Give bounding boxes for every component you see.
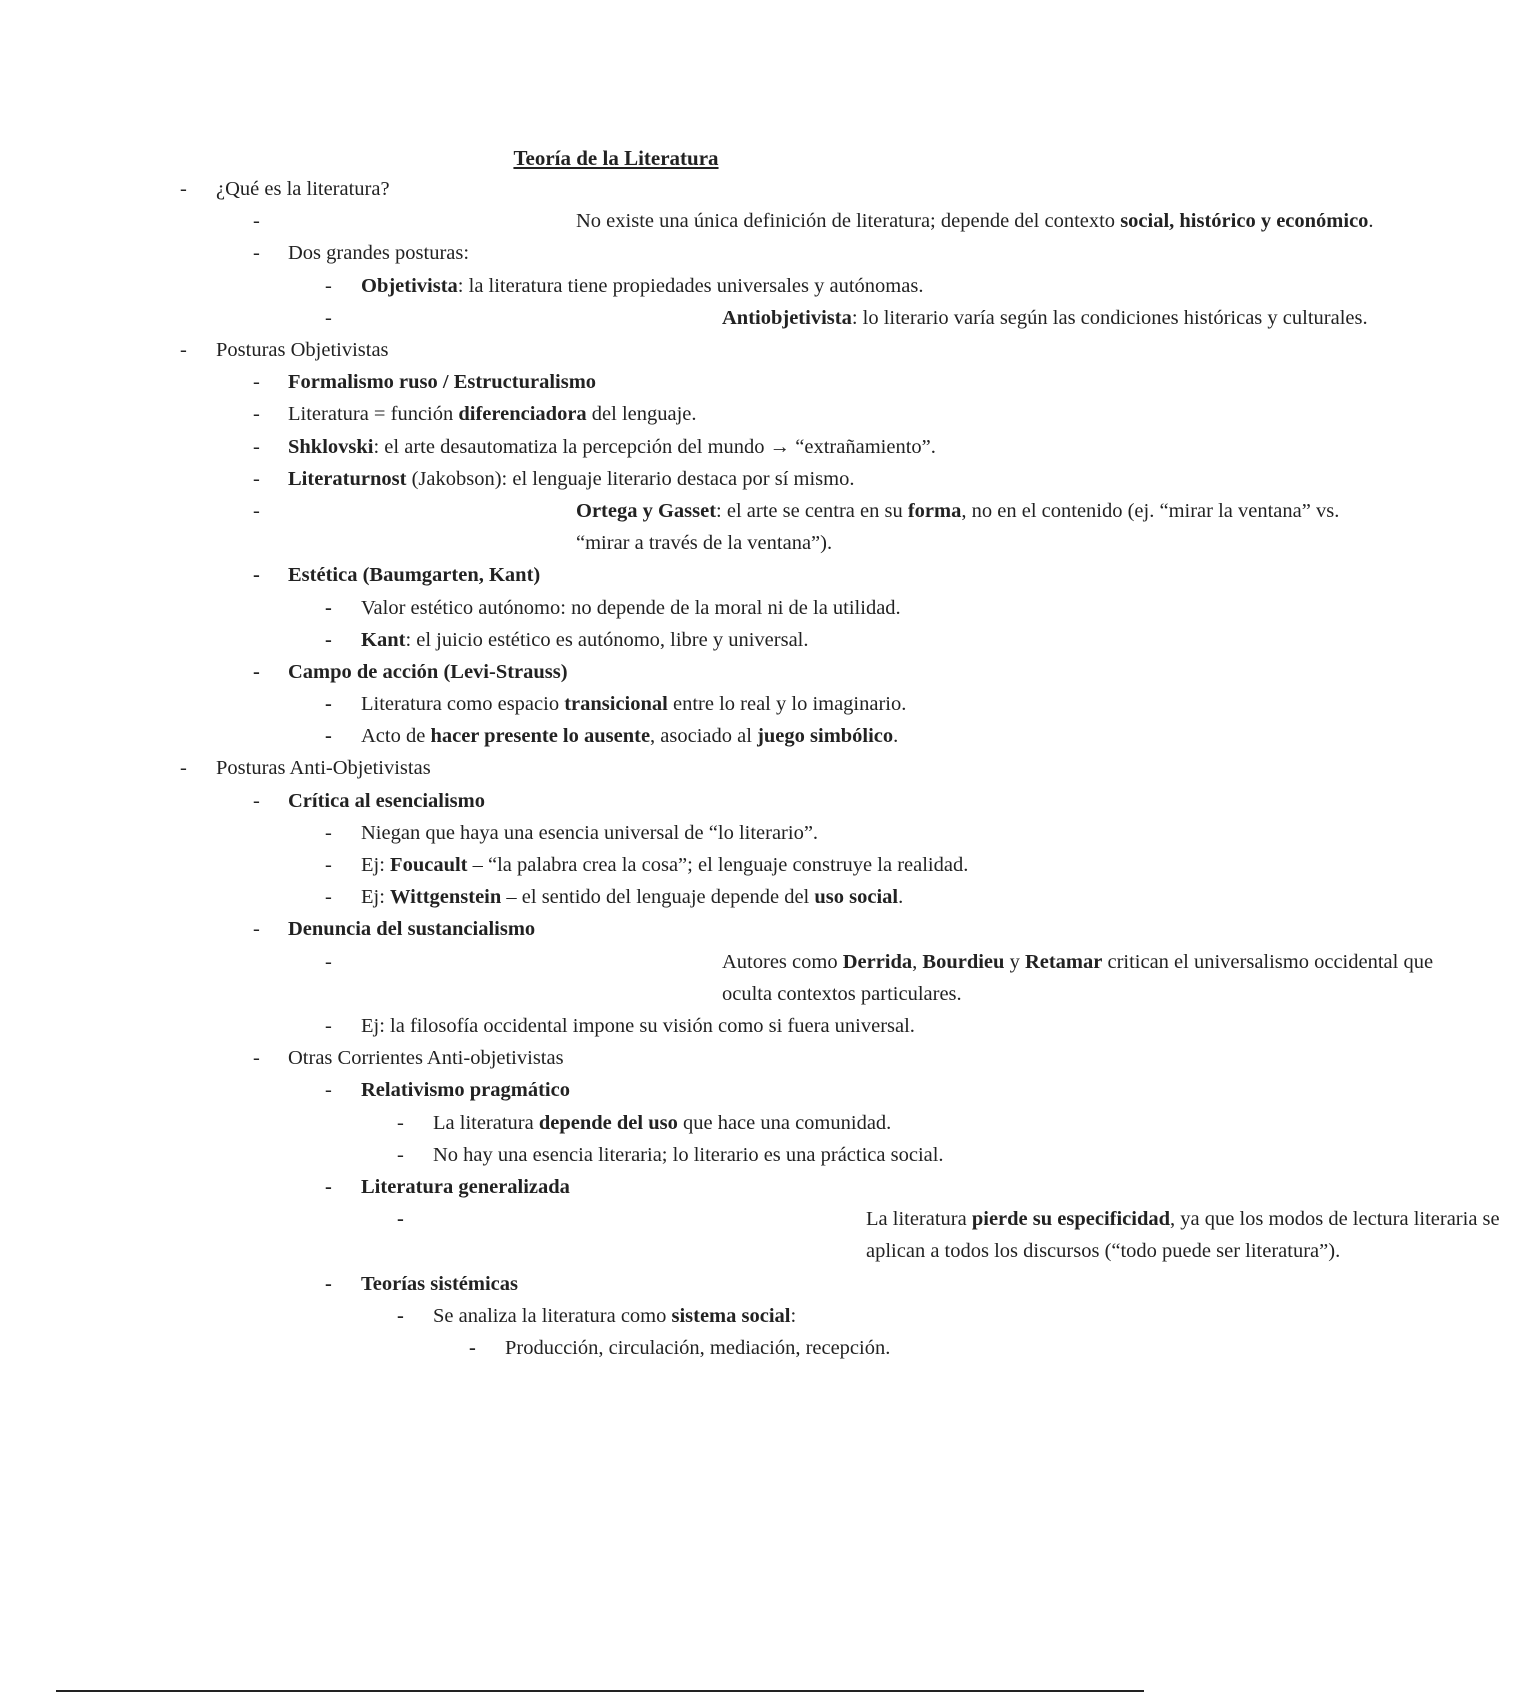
item-text: Literatura como espacio xyxy=(361,693,565,716)
item-text-bold: hacer presente lo ausente xyxy=(430,725,651,748)
bullet-dash: - xyxy=(253,1047,260,1070)
item-text-bold: Estética (Baumgarten, Kant) xyxy=(288,564,541,587)
item-text: (Jakobson): el lenguaje literario destaca por sí mismo. xyxy=(406,467,855,490)
item-text-bold: Kant xyxy=(361,628,406,651)
bullet-dash: - xyxy=(325,596,332,619)
item-text-bold: Ortega y Gasset xyxy=(576,499,717,522)
list-item xyxy=(0,205,1374,237)
bullet-dash: - xyxy=(253,918,260,941)
list-item xyxy=(0,1203,1500,1267)
bullet-dash: - xyxy=(325,1079,332,1102)
item-text: Ej: xyxy=(361,886,391,909)
item-text: No hay una esencia literaria; lo literario es una práctica social. xyxy=(433,1143,944,1166)
bullet-dash: - xyxy=(253,564,260,587)
item-text: La literatura xyxy=(866,1208,972,1231)
bullet-dash: - xyxy=(397,1143,404,1166)
bullet-dash: - xyxy=(253,371,260,394)
item-text: Niegan que haya una esencia universal de “lo literario”. xyxy=(361,821,819,844)
list-item xyxy=(0,1268,1200,1300)
item-text-bold: Campo de acción (Levi-Strauss) xyxy=(288,660,568,683)
item-text: Se analiza la literatura como xyxy=(433,1304,672,1327)
item-text-bold: social, histórico y económico xyxy=(1120,210,1369,233)
bullet-dash: - xyxy=(325,1272,332,1295)
item-text-bold: depende del uso xyxy=(538,1111,678,1134)
item-text: Autores como xyxy=(722,950,843,973)
item-text-bold: Literaturnost xyxy=(288,467,407,490)
item-text-bold: Foucault xyxy=(390,854,468,876)
list-item xyxy=(0,688,1200,720)
list-item xyxy=(0,849,1200,881)
list-item xyxy=(0,752,1200,784)
bullet-dash: - xyxy=(325,693,332,716)
bullet-dash: - xyxy=(469,1336,476,1359)
item-text-bold: uso social xyxy=(814,886,899,909)
bullet-dash: - xyxy=(180,338,187,361)
item-text-bold: diferenciadora xyxy=(458,403,587,426)
item-text: que hace una comunidad. xyxy=(677,1111,892,1134)
list-item xyxy=(0,785,1200,817)
bullet-dash: - xyxy=(253,789,260,812)
list-item xyxy=(0,1332,1200,1364)
bullet-dash: - xyxy=(325,306,332,329)
bullet-dash: - xyxy=(180,757,187,780)
item-text: , xyxy=(912,950,923,973)
bullet-dash: - xyxy=(325,886,332,909)
list-item xyxy=(0,398,1200,430)
list-item xyxy=(0,334,1200,366)
bullet-dash: - xyxy=(253,499,260,522)
item-text: Literatura = función xyxy=(288,403,459,426)
item-text: : la literatura tiene propiedades universales y autónomas. xyxy=(457,274,924,297)
list-item xyxy=(0,592,1200,624)
item-text-bold: Derrida xyxy=(842,950,913,973)
item-text: : lo literario varía según las condiciones históricas y culturales. xyxy=(851,306,1368,329)
item-text-bold: Bourdieu xyxy=(922,950,1005,973)
list-item xyxy=(0,1171,1200,1203)
item-text: : el arte desautomatiza la percepción del mundo xyxy=(373,435,770,458)
list-item xyxy=(0,237,1200,269)
item-text: – “la palabra crea la cosa”; el lenguaje construye la realidad. xyxy=(467,854,969,876)
item-text-bold: Denuncia del sustancialismo xyxy=(288,918,536,941)
item-text: – el sentido del lenguaje depende del xyxy=(501,886,815,909)
item-text: Valor estético autónomo: no depende de la moral ni de la utilidad. xyxy=(361,596,901,619)
item-text: : xyxy=(790,1304,797,1327)
item-text: ¿Qué es la literatura? xyxy=(216,178,390,200)
list-item xyxy=(0,624,1200,656)
notes-list xyxy=(0,173,1500,1364)
item-text: No existe una única definición de literatura; depende del contexto xyxy=(576,210,1121,233)
item-text: critican el universalismo occidental que oculta contextos particulares. xyxy=(722,950,1434,1005)
list-item xyxy=(0,559,1200,591)
bullet-dash: - xyxy=(325,854,332,876)
item-text: Dos grandes posturas: xyxy=(288,242,470,265)
item-text: . xyxy=(1368,210,1374,233)
item-text-bold: Formalismo ruso / Estructuralismo xyxy=(288,371,597,394)
bullet-dash: - xyxy=(253,242,260,265)
list-item xyxy=(0,302,1368,334)
bullet-dash: - xyxy=(253,467,260,490)
item-text: del lenguaje. xyxy=(586,403,697,426)
bullet-dash: - xyxy=(397,1208,404,1231)
bullet-dash: - xyxy=(325,725,332,748)
bullet-dash: - xyxy=(253,435,260,458)
item-text-bold: sistema social xyxy=(671,1304,791,1327)
item-text: “extrañamiento”. xyxy=(790,435,936,458)
item-text-bold: Objetivista xyxy=(361,274,458,297)
bullet-dash: - xyxy=(253,210,260,233)
list-item xyxy=(0,366,1200,398)
bullet-dash: - xyxy=(325,821,332,844)
item-text-bold: forma xyxy=(907,499,962,522)
list-item xyxy=(0,656,1200,688)
bullet-dash: - xyxy=(325,274,332,297)
item-text-bold: Crítica al esencialismo xyxy=(288,789,485,812)
item-text: . xyxy=(898,886,904,909)
list-item xyxy=(0,495,1340,559)
bullet-dash: - xyxy=(397,1111,404,1134)
item-text-bold: Antiobjetivista xyxy=(722,306,852,329)
bullet-dash: - xyxy=(325,950,332,973)
bullet-dash: - xyxy=(325,628,332,651)
item-text-bold: juego simbólico xyxy=(757,725,894,748)
list-item xyxy=(0,1074,1200,1106)
bullet-dash: - xyxy=(325,1014,332,1037)
item-text-bold: Teorías sistémicas xyxy=(361,1272,518,1295)
bullet-dash: - xyxy=(253,660,260,683)
item-text: Posturas Objetivistas xyxy=(216,338,389,361)
list-item xyxy=(0,1139,1200,1171)
list-item xyxy=(0,881,1200,913)
item-text: Acto de xyxy=(361,725,431,748)
list-item xyxy=(0,1107,1200,1139)
item-text-bold: Retamar xyxy=(1024,950,1103,973)
list-item xyxy=(0,817,1200,849)
bullet-dash: - xyxy=(180,178,187,200)
item-text: La literatura xyxy=(433,1111,539,1134)
item-text-bold: Relativismo pragmático xyxy=(361,1079,570,1102)
item-text: : el juicio estético es autónomo, libre y universal. xyxy=(405,628,809,651)
item-text: , ya que los modos de lectura literaria se aplican a todos los discursos (“todo puede ser literatura”). xyxy=(866,1208,1500,1263)
arrow-icon: → xyxy=(769,435,791,458)
item-text-bold: transicional xyxy=(564,693,668,716)
list-item xyxy=(0,720,1200,752)
item-text-bold: Wittgenstein xyxy=(390,886,502,909)
list-item xyxy=(0,173,1200,205)
bullet-dash: - xyxy=(325,1175,332,1198)
list-item xyxy=(0,946,1434,1010)
item-text: Posturas Anti-Objetivistas xyxy=(216,757,431,780)
list-item xyxy=(0,913,1200,945)
item-text: . xyxy=(893,725,899,748)
item-text: Ej: la filosofía occidental impone su visión como si fuera universal. xyxy=(361,1014,915,1037)
item-text: Ej: xyxy=(361,854,391,876)
item-text: , no en el contenido (ej. “mirar la ventana” vs. “mirar a través de la ventana”). xyxy=(576,499,1340,555)
footer-rule xyxy=(56,1690,1144,1692)
item-text: , asociado al xyxy=(650,725,758,748)
list-item xyxy=(0,1300,1200,1332)
list-item xyxy=(0,463,1200,495)
list-item xyxy=(0,1042,1200,1074)
item-text: entre lo real y lo imaginario. xyxy=(667,693,907,716)
list-item xyxy=(0,1010,1200,1042)
item-text-bold: pierde su especificidad xyxy=(971,1208,1171,1231)
item-text: Producción, circulación, mediación, recepción. xyxy=(505,1336,891,1359)
list-item xyxy=(0,270,1200,302)
page-title: Teoría de la Literatura xyxy=(513,146,719,170)
item-text-bold: Shklovski xyxy=(288,435,374,458)
item-text: y xyxy=(1004,950,1025,973)
bullet-dash: - xyxy=(253,403,260,426)
bullet-dash: - xyxy=(397,1304,404,1327)
item-text: : el arte se centra en su xyxy=(716,499,908,522)
item-text: Otras Corrientes Anti-objetivistas xyxy=(288,1047,564,1070)
item-text-bold: Literatura generalizada xyxy=(361,1175,570,1198)
list-item xyxy=(0,431,1200,463)
